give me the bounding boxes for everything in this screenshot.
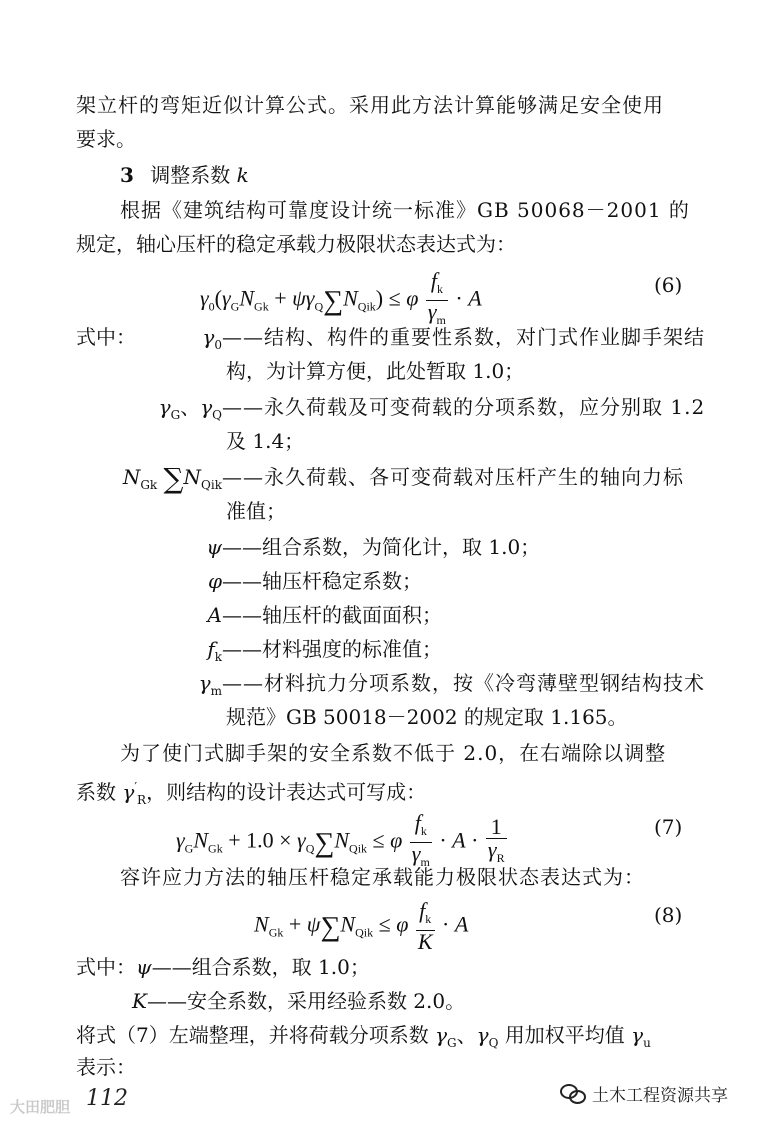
equation-number: (7) (654, 815, 683, 839)
def-text: ——材料抗力分项系数，按《冷弯薄壁型钢结构技术 (222, 671, 705, 695)
symbol-fk: $f_k$ (207, 637, 222, 664)
paragraph-line: 为了使门式脚手架的安全系数不低于 2.0，在右端除以调整 (120, 741, 667, 765)
def-text: ——轴压杆的截面面积； (222, 603, 442, 627)
page-number: 112 (86, 1086, 128, 1111)
section-heading (120, 160, 249, 190)
eq7-coefficient: 1.0 (246, 827, 274, 853)
paragraph-line: 根据《建筑结构可靠度设计统一标准》GB 50068－2001 的 (120, 198, 690, 222)
symbol-N: $N_{Gk}$ $\sum N_{Qik}$ (122, 462, 222, 495)
symbol-gamma-m: $\gamma_m$ (198, 671, 222, 698)
wechat-badge (560, 1076, 760, 1110)
def-text: 准值； (226, 499, 286, 523)
paragraph-line: 系数 $\gamma'_R$，则结构的设计表达式可写成： (76, 780, 427, 807)
text-line: 架立杆的弯矩近似计算公式。采用此方法计算能够满足安全使用 (76, 93, 664, 117)
def-text: ——组合系数，为简化计，取 1.0； (222, 535, 541, 559)
watermark: 大田肥胆 (10, 1098, 71, 1116)
equation-6: $\gamma_0(\gamma_GN_{Gk} + \psi\gamma_Q\sum N_{Qik}) \le \varphi$ $\frac{f_k}{\gamma_m}$ · A (200, 268, 482, 327)
equation-number: (8) (654, 903, 683, 927)
section-title: 调整系数 (150, 163, 231, 187)
symbol-gamma0: $\gamma_0$ (202, 325, 222, 352)
equation-8: $N_{Gk} + \psi\sum N_{Qik} \le \varphi$ $\frac{f_k}{K}$ · A (254, 898, 469, 954)
def-text: 及 1.4； (226, 429, 305, 453)
symbol-phi: φ (207, 569, 222, 593)
equation-number: (6) (654, 273, 683, 297)
section-variable: k (236, 163, 249, 187)
def-text: ——永久荷载及可变荷载的分项系数，应分别取 1.2 (222, 395, 706, 419)
symbol-A: A (207, 603, 222, 627)
paragraph-line: 容许应力方法的轴压杆稳定承载能力极限状态表达式为： (120, 865, 645, 889)
wechat-account-name: 土木工程资源共享 (592, 1085, 728, 1106)
paragraph-line: 表示： (76, 1055, 136, 1079)
def-K: K——安全系数，采用经验系数 2.0。 (132, 989, 466, 1013)
def-text: ——结构、构件的重要性系数，对门式作业脚手架结 (222, 325, 705, 349)
symbol-gammaG-gammaQ: $\gamma_G$、$\gamma_Q$ (158, 395, 222, 422)
section-number: 3 (120, 163, 134, 187)
where-label: 式中： (76, 325, 136, 349)
paragraph-line: 规定，轴心压杆的稳定承载力极限状态表达式为： (76, 232, 516, 256)
symbol-psi: ψ (206, 535, 222, 559)
def-text: ——轴压杆稳定系数； (222, 569, 422, 593)
def-text: 构，为计算方便，此处暂取 1.0； (226, 359, 525, 383)
text-line: 要求。 (76, 127, 136, 151)
def-text: ——永久荷载、各可变荷载对压杆产生的轴向力标 (222, 465, 684, 489)
wechat-icon (560, 1082, 586, 1104)
where-label-2: 式中：ψ——组合系数，取 1.0； (76, 955, 370, 979)
paragraph-line: 将式（7）左端整理，并将荷载分项系数 $\gamma_G$、$\gamma_Q$ 用加权平均值 $\gamma_u$ (76, 1023, 651, 1050)
def-text: ——材料强度的标准值； (222, 637, 442, 661)
def-text: 规范》GB 50018－2002 的规定取 1.165。 (226, 705, 628, 729)
equation-7: $\gamma_GN_{Gk} + 1.0 \times \gamma_Q\sum N_{Qik} \le \varphi$ $\frac{f_k}{\gamma_m}$ · A · $\frac{1}{\gamma_R}$ (176, 810, 505, 869)
